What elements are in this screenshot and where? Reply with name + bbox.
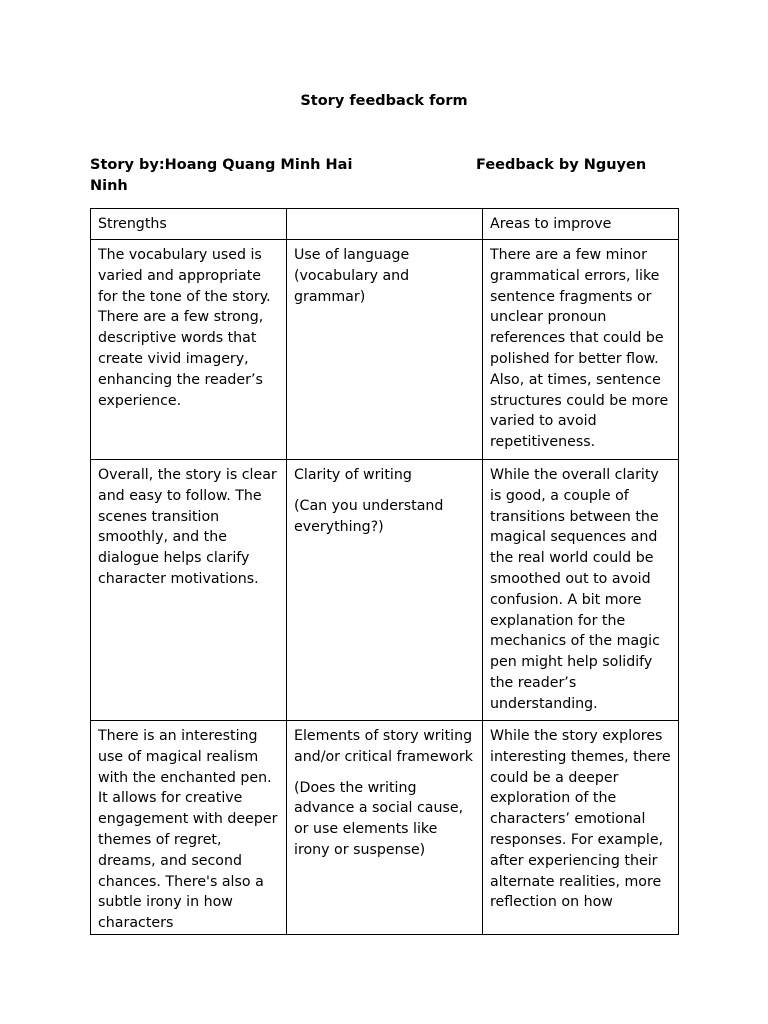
strength-cell [91,240,287,460]
improve-text: While the story explores interesting themes, there could be a deeper exploration of the characters’ emotional responses. For example, after experiencing their alternate realities, more reflection on how [490,728,671,911]
criterion-cell [287,721,483,935]
table-header-row [91,209,679,240]
improve-cell [483,240,679,460]
header-criteria [287,209,483,240]
criterion-note: (Does the writing advance a social cause, or use elements like irony or suspense) [294,779,464,858]
table-row [91,721,679,935]
improve-text: While the overall clarity is good, a couple of transitions between the magical sequences and the real world could be smoothed out to avoid confusion. A bit more explanation for the mechanics of the magic pen might help solidify the reader’s understanding. [490,467,660,712]
improve-cell [483,460,679,721]
criterion-text: Use of language (vocabulary and grammar) [294,247,410,305]
header-areas-to-improve: Areas to improve [483,209,679,240]
strength-text: The vocabulary used is varied and appropriate for the tone of the story. There are a few strong, descriptive words that create vivid imagery, enhancing the reader’s experience. [98,247,271,409]
story-author-line: Story by:Hoang Quang Minh Hai Ninh [90,157,353,194]
feedback-table [90,208,679,935]
criterion-text: Elements of story writing and/or critical framework [294,728,473,765]
table-row [91,240,679,460]
document-title: Story feedback form [300,93,468,109]
feedback-author-line: Feedback by Nguyen [476,157,647,173]
strength-cell [91,721,287,935]
criterion-cell [287,240,483,460]
strength-text: There is an interesting use of magical realism with the enchanted pen. It allows for creative engagement with deeper themes of regret, dreams, and second chances. There's also a subtle irony in how characters [98,728,278,932]
improve-text: There are a few minor grammatical errors, like sentence fragments or unclear pronoun references that could be polished for better flow. Also, at times, sentence structures could be more varied to avoid repetitiveness. [490,247,669,451]
improve-cell [483,721,679,935]
strength-text: Overall, the story is clear and easy to follow. The scenes transition smoothly, and the dialogue helps clarify character motivations. [98,467,277,587]
header-strengths: Strengths [91,209,287,240]
criterion-text: Clarity of writing [294,467,412,483]
strength-cell [91,460,287,721]
criterion-note: (Can you understand everything?) [294,497,444,535]
criterion-cell [287,460,483,721]
table-row [91,460,679,721]
